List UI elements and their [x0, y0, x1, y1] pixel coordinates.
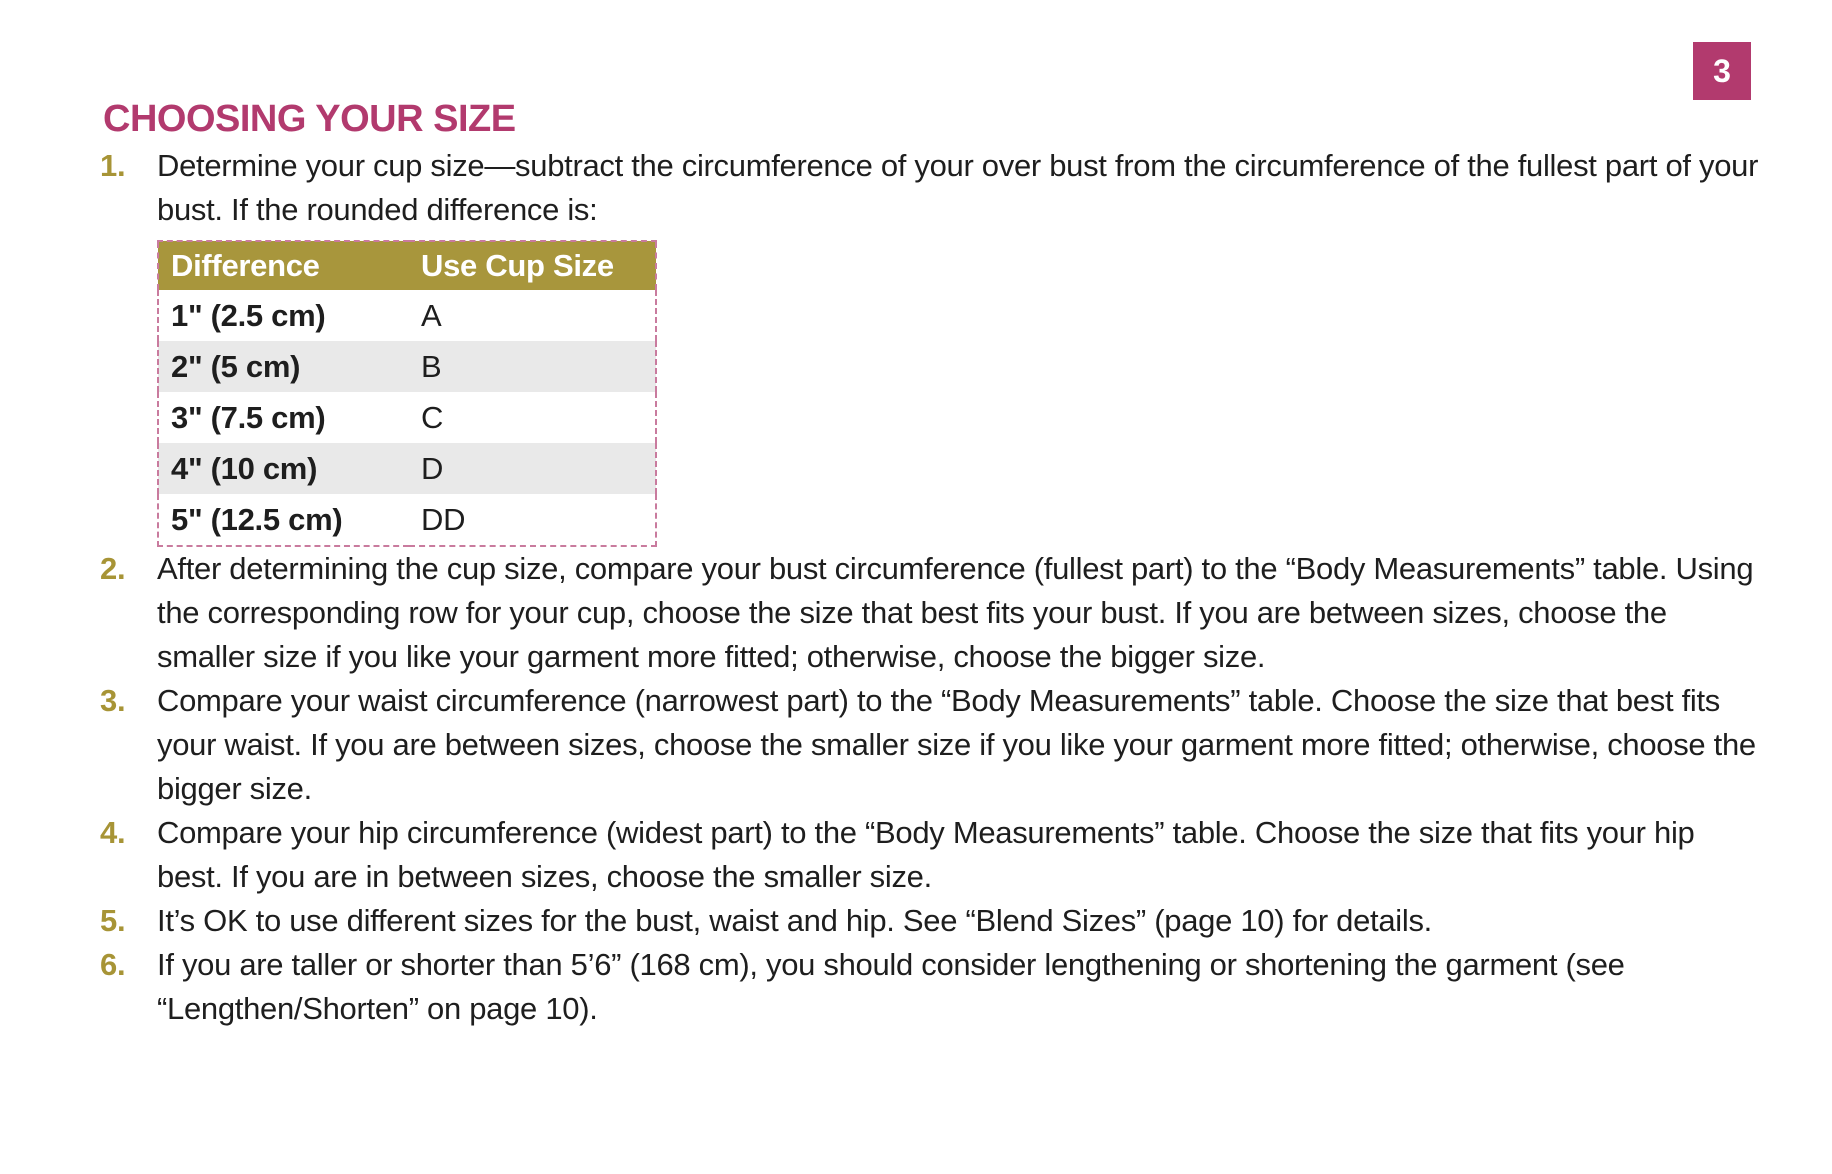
table-row — [158, 494, 656, 546]
cup-size-cell: D — [409, 443, 656, 494]
cup-size-cell: A — [421, 297, 442, 333]
section-title: CHOOSING YOUR SIZE — [103, 98, 516, 140]
step-text: Determine your cup size—subtract the circumference of your over bust from the circumference of the fullest part of your bust. If the rounded difference is: — [157, 148, 1759, 227]
table-row — [158, 443, 656, 494]
step-number: 2. — [100, 551, 126, 586]
step-text: Compare your waist circumference (narrowest part) to the “Body Measurements” table. Choose the size that best fits your waist. If you are between sizes, choose the smaller size if you like your garment more fitted; otherwise, choose the bigger size. — [157, 683, 1756, 806]
difference-cell: 4" (10 cm) — [158, 443, 409, 494]
table-header-row — [158, 241, 656, 290]
cup-size-cell: DD — [421, 501, 466, 537]
step-text: If you are taller or shorter than 5’6” (168 cm), you should consider lengthening or shortening the garment (see “Lengthen/Shorten” on page 10). — [157, 947, 1625, 1026]
step-item — [100, 899, 1760, 943]
column-header-difference: Difference — [158, 241, 409, 290]
steps-list — [100, 144, 1760, 1031]
step-body — [157, 943, 1760, 1031]
step-text: Compare your hip circumference (widest part) to the “Body Measurements” table. Choose the size that fits your hip best. If you are in between sizes, choose the smaller size. — [157, 815, 1695, 894]
step-number: 3. — [100, 683, 126, 718]
column-header-cup-size: Use Cup Size — [409, 241, 656, 290]
step-body — [157, 144, 1760, 547]
step-number: 5. — [100, 903, 126, 938]
step-item — [100, 811, 1760, 899]
step-number: 6. — [100, 947, 126, 982]
step-body — [157, 679, 1760, 811]
step-item — [100, 144, 1760, 547]
step-item — [100, 547, 1760, 679]
cup-size-cell: B — [409, 341, 656, 392]
table-row — [158, 392, 656, 443]
step-text: After determining the cup size, compare your bust circumference (fullest part) to the “Body Measurements” table. Using the corresponding row for your cup, choose the size that best fits your bust. If you are between sizes, choose the smaller size if you like your garment more fitted; otherwise, choose the bigger size. — [157, 551, 1754, 674]
step-number: 1. — [100, 148, 126, 183]
step-body — [157, 811, 1760, 899]
step-body — [157, 547, 1760, 679]
table-row — [158, 290, 656, 341]
difference-cell: 5" (12.5 cm) — [171, 501, 343, 537]
difference-cell: 3" (7.5 cm) — [171, 399, 326, 435]
step-body — [157, 899, 1760, 943]
difference-cell: 1" (2.5 cm) — [171, 297, 326, 333]
step-item — [100, 943, 1760, 1031]
difference-cell: 2" (5 cm) — [158, 341, 409, 392]
cup-size-table — [157, 240, 657, 547]
page-number-badge: 3 — [1693, 42, 1751, 100]
step-item — [100, 679, 1760, 811]
table-row — [158, 341, 656, 392]
cup-size-cell: C — [421, 399, 444, 435]
step-number: 4. — [100, 815, 126, 850]
step-text: It’s OK to use different sizes for the bust, waist and hip. See “Blend Sizes” (page 10) for details. — [157, 903, 1432, 938]
